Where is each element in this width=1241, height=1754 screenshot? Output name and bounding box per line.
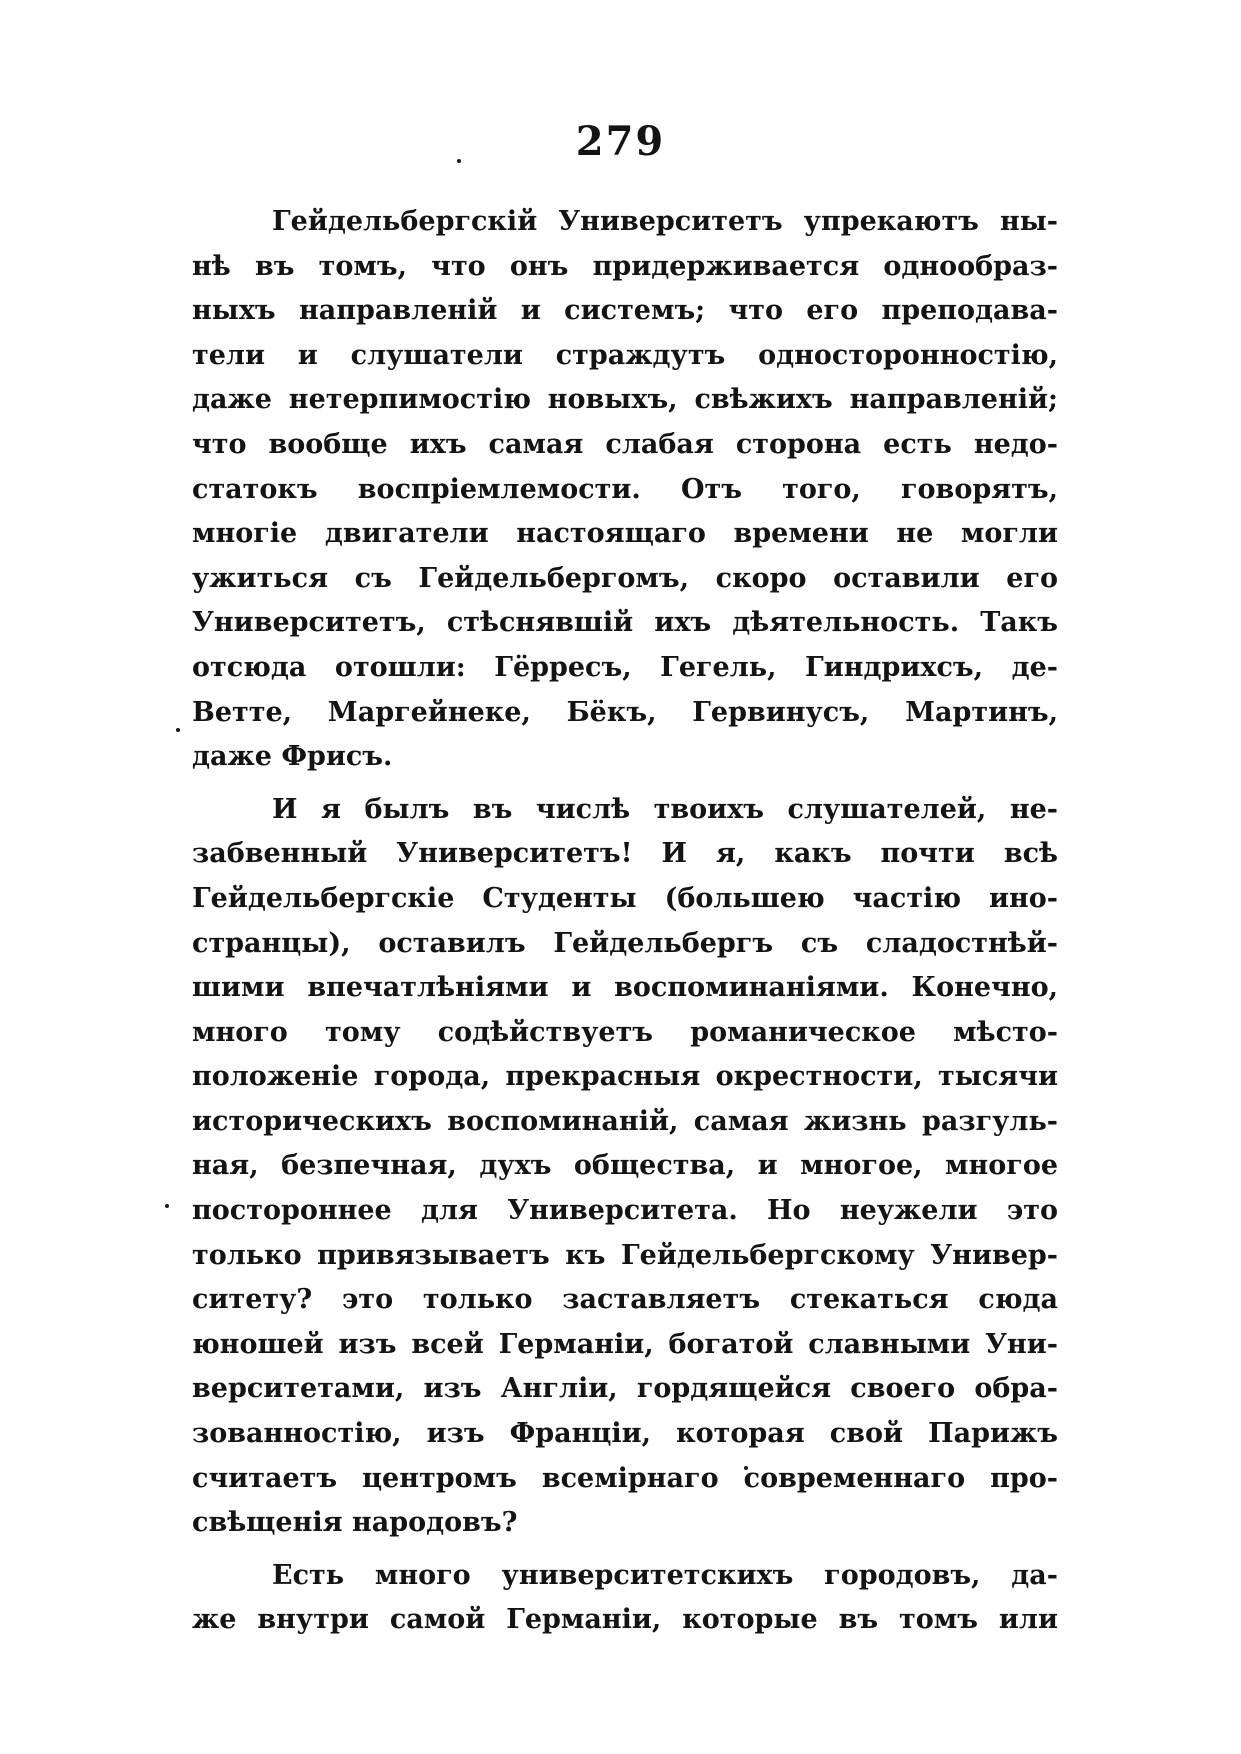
text-line: статокъ воспріемлемости. Отъ того, говорятъ, bbox=[192, 473, 1058, 505]
text-line: же внутри самой Германіи, которые въ томъ или bbox=[192, 1604, 1058, 1636]
text-line: забвенный Университетъ! И я, какъ почти всѣ bbox=[192, 838, 1058, 870]
text-line: Университетъ, стѣснявшій ихъ дѣятельность. Такъ bbox=[192, 607, 1058, 639]
ink-speck bbox=[176, 728, 180, 732]
text-line: юношей изъ всей Германіи, богатой славными Уни- bbox=[192, 1328, 1058, 1360]
ink-speck bbox=[165, 1204, 169, 1208]
text-line: свѣщенія народовъ? bbox=[192, 1507, 518, 1539]
paragraph bbox=[192, 788, 1058, 1546]
text-line: шими впечатлѣніями и воспоминаніями. Конечно, bbox=[192, 972, 1058, 1004]
text-line: многіе двигатели настоящаго времени не могли bbox=[192, 518, 1058, 550]
text-line: Гейдельбергскіе Студенты (большею частію ино- bbox=[192, 882, 1058, 914]
text-line: И я былъ въ числѣ твоихъ слушателей, не- bbox=[272, 793, 1058, 825]
text-line: ситету? это только заставляетъ стекаться сюда bbox=[192, 1284, 1058, 1316]
text-line: даже Фрисъ. bbox=[192, 741, 393, 773]
text-line: ныхъ направленій и системъ; что его преподава- bbox=[192, 295, 1058, 327]
text-line: только привязываетъ къ Гейдельбергскому Универ- bbox=[192, 1239, 1058, 1271]
text-line: положеніе города, прекрасныя окрестности, тысячи bbox=[192, 1061, 1058, 1093]
text-line: Ветте, Маргейнеке, Бёкъ, Гервинусъ, Мартинъ, bbox=[192, 696, 1058, 728]
text-line: тели и слушатели страждутъ односторонностію, bbox=[192, 339, 1058, 371]
text-line: отсюда отошли: Гёрресъ, Гегель, Гиндрихсъ, де- bbox=[192, 651, 1058, 683]
page-number: 279 bbox=[575, 118, 666, 165]
paragraph bbox=[192, 200, 1058, 780]
text-line: историческихъ воспоминаній, самая жизнь разгуль- bbox=[192, 1105, 1058, 1137]
text-line: что вообще ихъ самая слабая сторона есть недо- bbox=[192, 428, 1058, 460]
text-line: Гейдельбергскій Университетъ упрекаютъ ны- bbox=[272, 206, 1058, 237]
text-line: считаетъ центромъ всемірнаго современнаго про- bbox=[192, 1462, 1058, 1494]
ink-speck bbox=[457, 159, 461, 163]
text-line: Есть много университетскихъ городовъ, да- bbox=[272, 1559, 1058, 1591]
text-line: постороннее для Университета. Но неужели это bbox=[192, 1195, 1058, 1227]
text-line: странцы), оставилъ Гейдельбергъ съ сладостнѣй- bbox=[192, 927, 1058, 959]
text-line: много тому содѣйствуетъ романическое мѣсто- bbox=[192, 1016, 1058, 1048]
text-line: зованностію, изъ Франціи, которая свой Парижъ bbox=[192, 1418, 1058, 1450]
body-text bbox=[192, 200, 1058, 1643]
text-line: верситетами, изъ Англіи, гордящейся своего обра- bbox=[192, 1373, 1058, 1405]
text-line: ужиться съ Гейдельбергомъ, скоро оставили его bbox=[192, 562, 1058, 594]
text-line: даже нетерпимостію новыхъ, свѣжихъ направленій; bbox=[192, 384, 1058, 416]
paragraph bbox=[192, 1554, 1058, 1643]
text-line: нѣ въ томъ, что онъ придерживается однообраз- bbox=[192, 250, 1058, 282]
text-line: ная, безпечная, духъ общества, и многое, многое bbox=[192, 1150, 1058, 1182]
